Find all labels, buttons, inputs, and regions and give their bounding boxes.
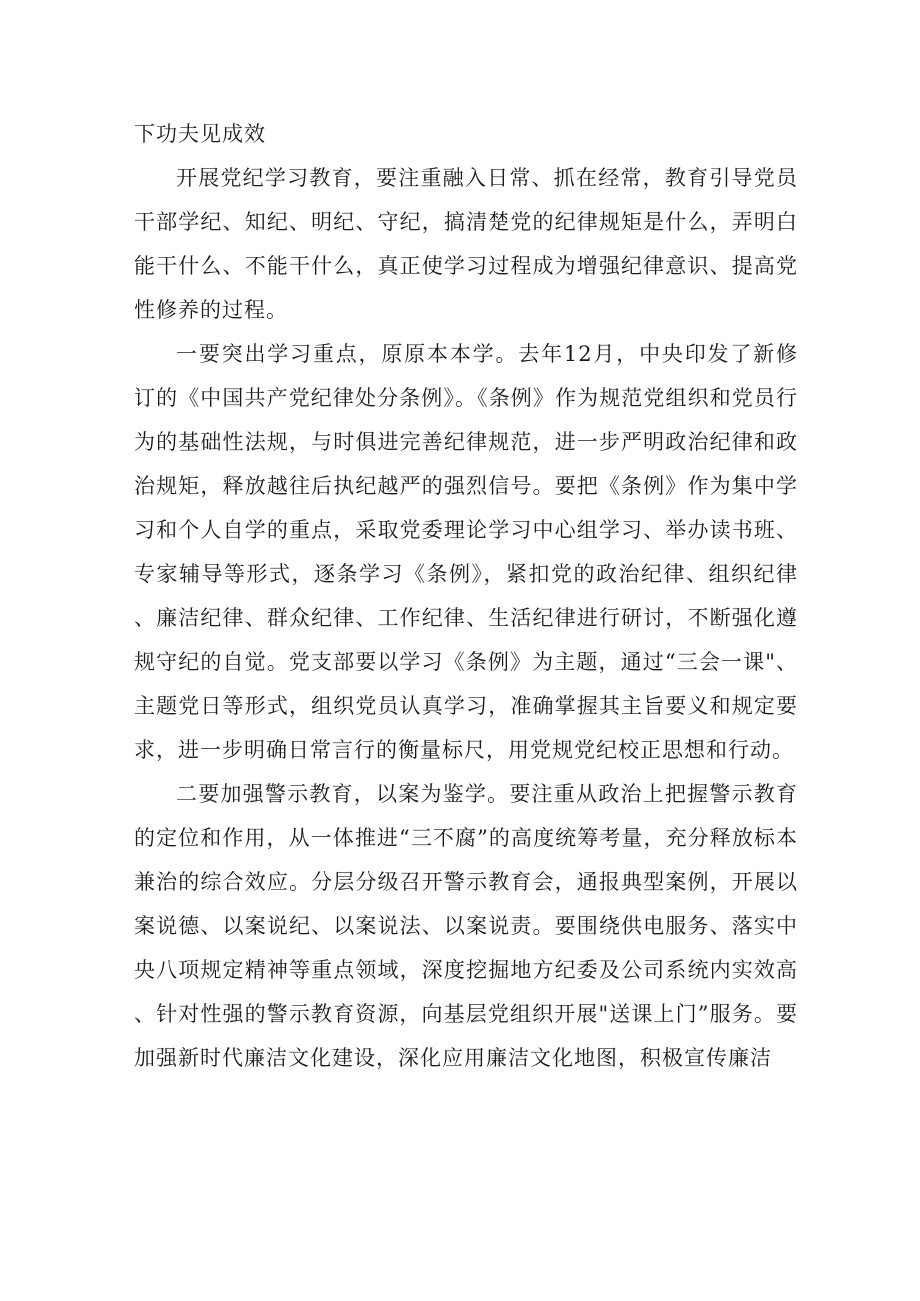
paragraph-warning-education: 二要加强警示教育，以案为鉴学。要注重从政治上把握警示教育的定位和作用，从一体推进“三不腐”的高度统筹考量，充分释放标本兼治的综合效应。分层分级召开警示教育会，通报典型案例，开展以案说德、以案说纪、以案说法、以案说责。要围绕供电服务、落实中央八项规定精神等重点领域，深度挖掘地方纪委及公司系统内实效高、针对性强的警示教育资源，向基层党组织开展"送课上门”服务。要加强新时代廉洁文化建设，深化应用廉洁文化地图，积极宣传廉洁 — [134, 782, 798, 1070]
section-heading: 下功夫见成效 — [134, 122, 266, 146]
document-body — [134, 112, 798, 1080]
paragraph-intro: 开展党纪学习教育，要注重融入日常、抓在经常，教育引导党员干部学纪、知纪、明纪、守纪，搞清楚党的纪律规矩是什么，弄明白能干什么、不能干什么，真正使学习过程成为增强纪律意识、提高党性修养的过程。 — [134, 166, 798, 322]
paragraph-study-focus: 一要突出学习重点，原原本本学。去年12月，中央印发了新修订的《中国共产党纪律处分条例》。《条例》作为规范党组织和党员行为的基础性法规，与时俱进完善纪律规范，进一步严明政治纪律和政治规矩，释放越往后执纪越严的强烈信号。要把《条例》作为集中学习和个人自学的重点，采取党委理论学习中心组学习、举办读书班、专家辅导等形式，逐条学习《条例》，紧扣党的政治纪律、组织纪律、廉洁纪律、群众纪律、工作纪律、生活纪律进行研讨，不断强化遵规守纪的自觉。党支部要以学习《条例》为主题，通过“三会一课"、主题党日等形式，组织党员认真学习，准确掌握其主旨要义和规定要求，进一步明确日常言行的衡量标尺，用党规党纪校正思想和行动。 — [134, 342, 798, 762]
